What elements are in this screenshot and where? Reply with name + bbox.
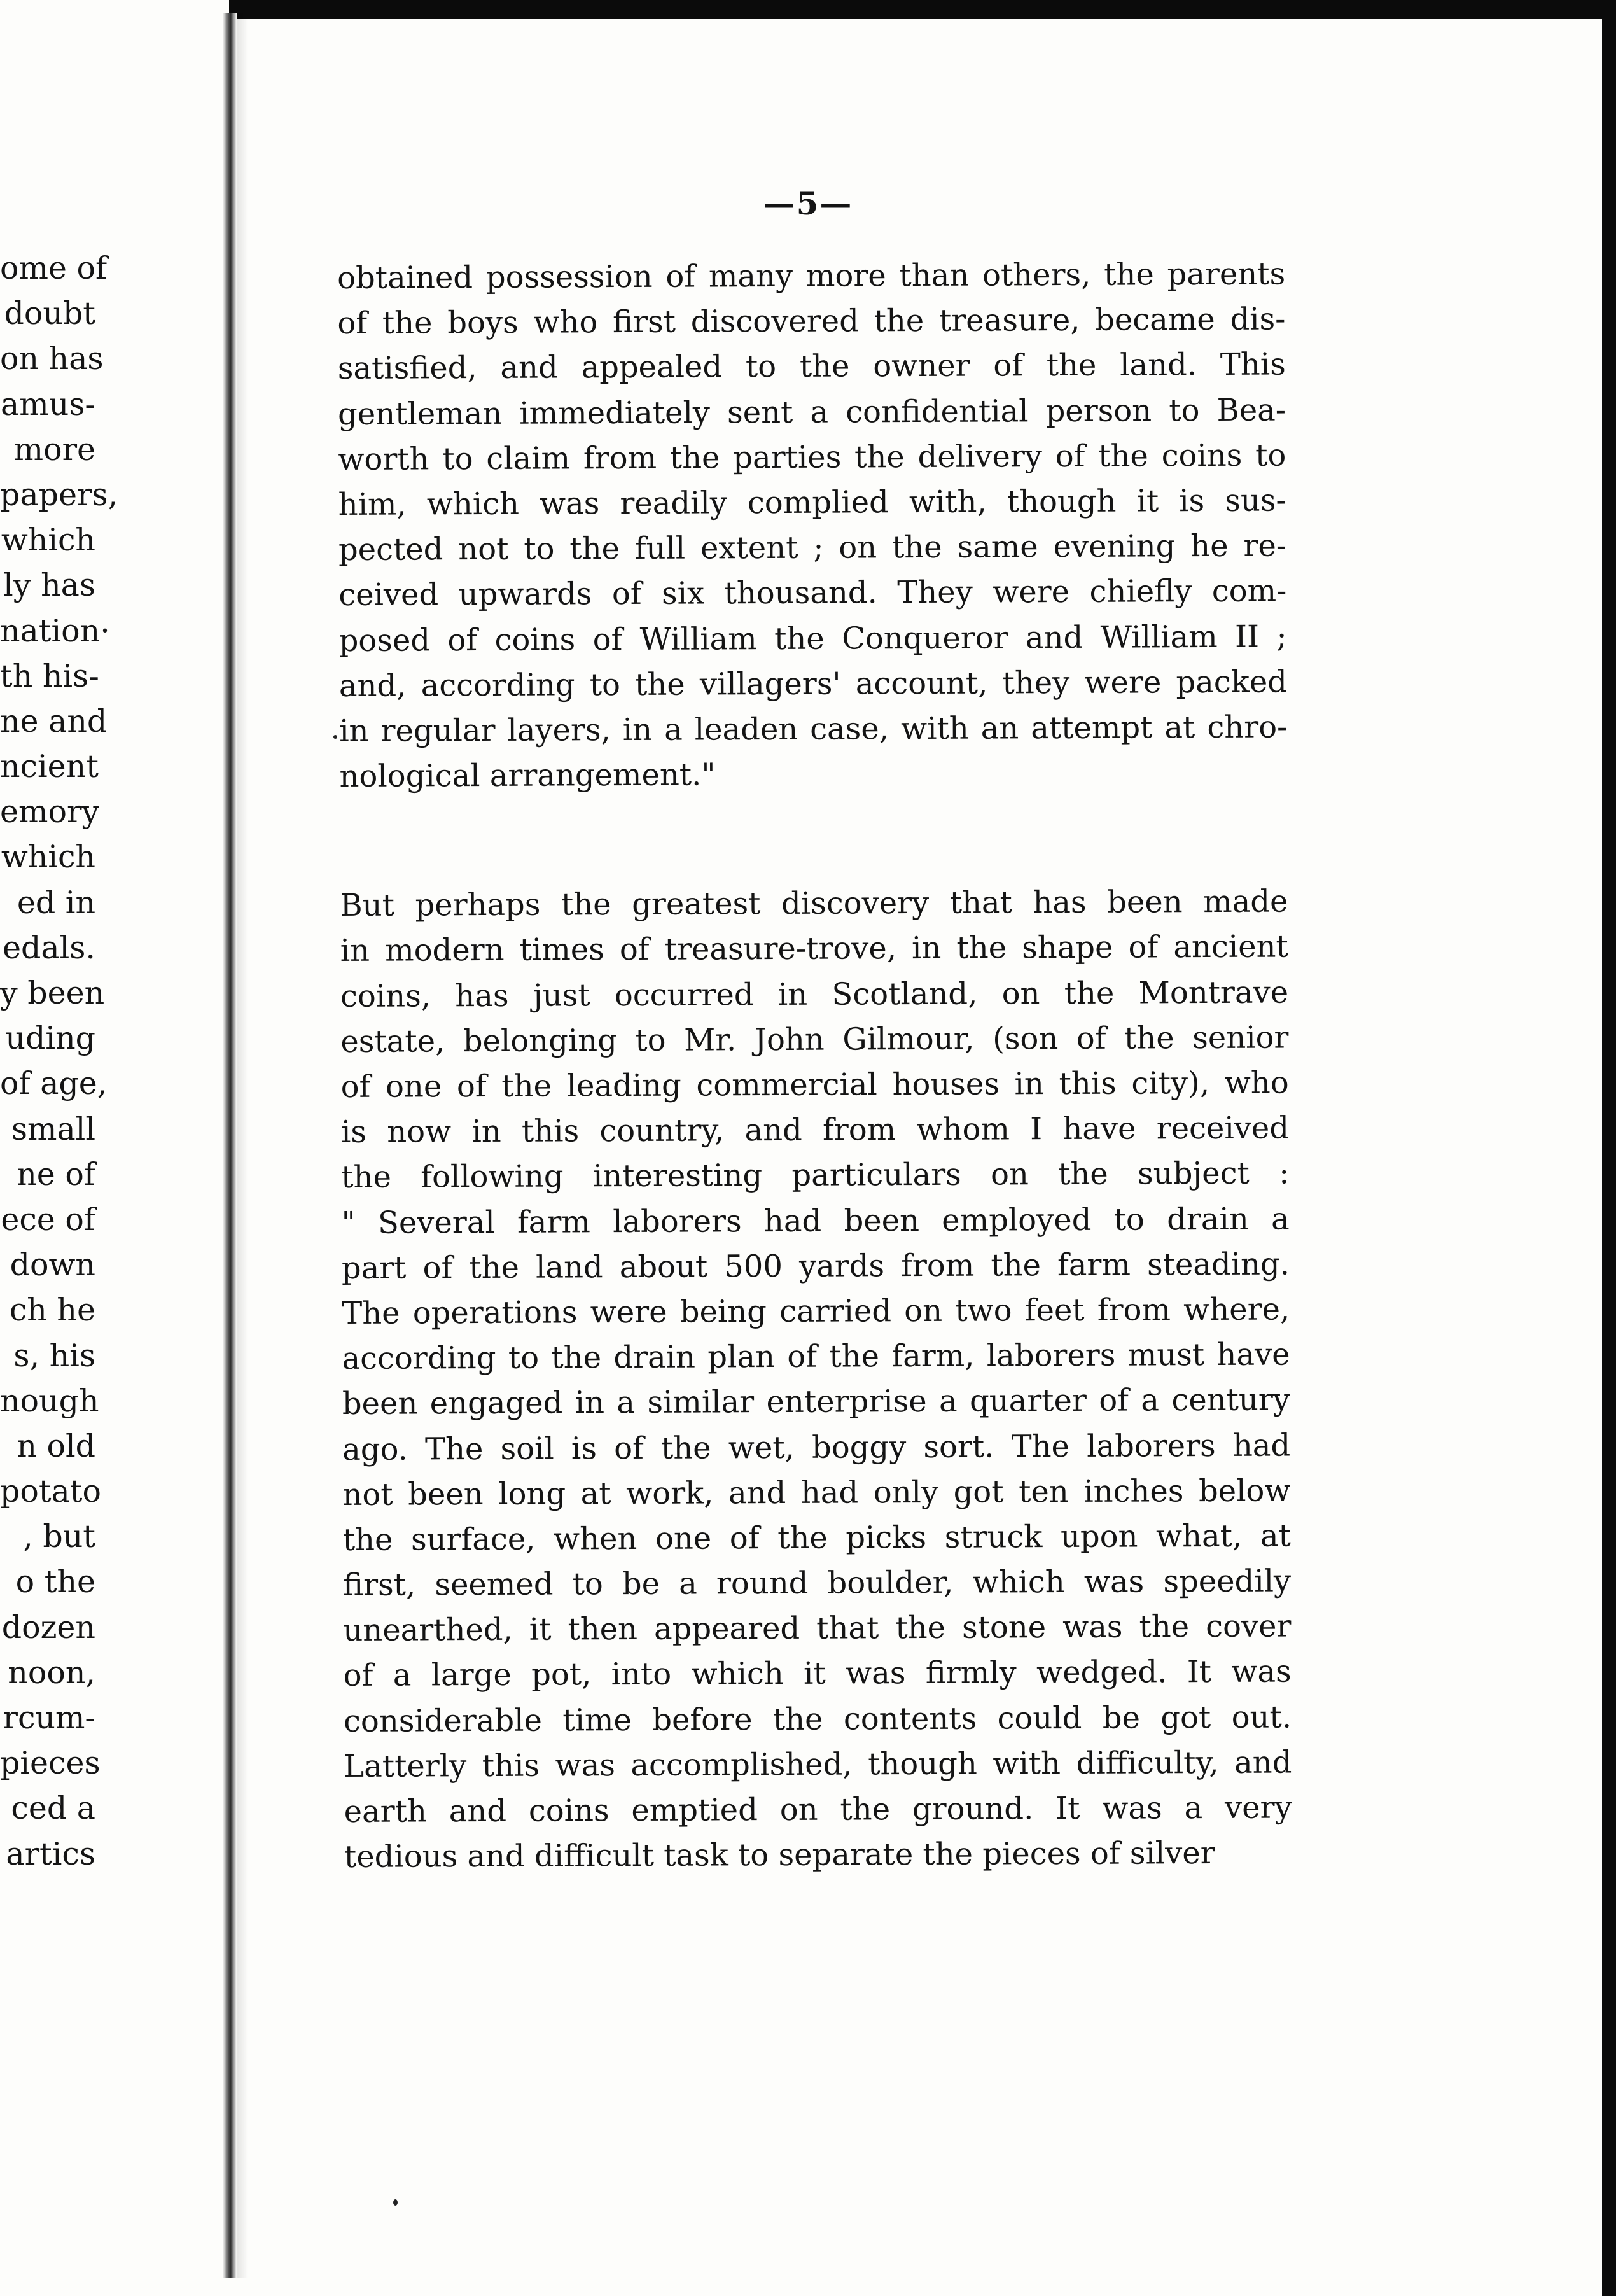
text-line: him, which was readily complied with, though it is sus- — [338, 482, 1286, 522]
text-line: posed of coins of William the Conqueror and William II ; — [338, 618, 1287, 659]
text-line: the following interesting particulars on the subject : — [341, 1155, 1290, 1196]
facing-page-line: artics — [6, 1835, 95, 1872]
text-line: pected not to the full extent ; on the same evening he re- — [338, 528, 1287, 568]
facing-page-line: which — [1, 839, 95, 876]
facing-page-line: th his- — [0, 657, 99, 694]
facing-page-line: s, his — [13, 1337, 95, 1374]
facing-page-line: dozen — [1, 1609, 95, 1646]
facing-page-line: emory — [0, 794, 100, 830]
facing-page-line: potato — [0, 1473, 101, 1510]
facing-page-line: of age, — [0, 1065, 108, 1102]
facing-page-line: y been — [0, 975, 105, 1011]
gutter-shadow — [237, 13, 248, 2278]
text-line: been engaged in a similar enterprise a quarter of a century — [342, 1382, 1290, 1422]
paragraph — [337, 251, 1288, 799]
text-line: The operations were being carried on two feet from where, — [342, 1291, 1290, 1331]
text-line: in regular layers, in a leaden case, with an attempt at chro- — [339, 709, 1288, 749]
facing-page-fragments — [0, 246, 118, 1877]
text-line: and, according to the villagers' account, they were packed — [338, 664, 1288, 704]
text-line: of a large pot, into which it was firmly wedged. It was — [343, 1653, 1292, 1694]
text-line: first, seemed to be a round boulder, which was speedily — [342, 1563, 1292, 1604]
text-line: " Several farm laborers had been employed to drain a — [341, 1201, 1290, 1241]
text-line: of the boys who first discovered the treasure, became dis- — [337, 301, 1286, 342]
text-line: Latterly this was accomplished, though with difficulty, and — [344, 1744, 1292, 1784]
scan-right-border — [1602, 0, 1616, 2296]
margin-speck — [333, 735, 337, 739]
text-line: obtained possession of many more than others, the parents — [337, 256, 1286, 296]
text-line: coins, has just occurred in Scotland, on the Montrave — [340, 974, 1289, 1014]
facing-page-line: down — [10, 1247, 95, 1284]
text-line: part of the land about 500 yards from the farm steading. — [341, 1246, 1290, 1286]
book-gutter — [223, 13, 237, 2278]
text-line: satisfied, and appealed to the owner of the land. This — [337, 346, 1286, 387]
text-line: considerable time before the contents could be got out. — [343, 1699, 1292, 1739]
facing-page-line: uding — [5, 1020, 95, 1057]
facing-page-line: ne and — [0, 703, 108, 739]
text-line: estate, belonging to Mr. John Gilmour, (son of the senior — [340, 1019, 1289, 1060]
facing-page-line: nation· — [0, 612, 110, 649]
facing-page-line: nough — [0, 1382, 99, 1419]
facing-page-line: small — [11, 1110, 95, 1147]
margin-speck — [393, 2199, 398, 2206]
facing-page-line: amus- — [1, 386, 95, 423]
facing-page-line: ch he — [9, 1292, 95, 1329]
scan-top-border — [229, 0, 1616, 19]
facing-page-line: , but — [23, 1518, 95, 1555]
text-line: in modern times of treasure-trove, in the shape of ancient — [340, 928, 1288, 969]
paragraph — [340, 879, 1292, 1880]
facing-page-line: noon, — [8, 1654, 95, 1691]
text-line: ago. The soil is of the wet, boggy sort. The laborers had — [342, 1427, 1291, 1467]
facing-page-line: papers, — [0, 476, 118, 513]
facing-page-line: pieces — [0, 1745, 101, 1782]
text-line: unearthed, it then appeared that the stone was the cover — [343, 1608, 1292, 1649]
text-line: gentleman immediately sent a confidential person to Bea- — [337, 392, 1286, 432]
facing-page-line: ly has — [3, 567, 95, 604]
facing-page-line: rcum- — [3, 1700, 95, 1736]
facing-page-line: which — [1, 522, 95, 559]
facing-page-line: edals. — [3, 929, 95, 966]
facing-page-line: doubt — [4, 295, 95, 332]
facing-page-line: on has — [0, 340, 104, 377]
facing-page-line: ome of — [0, 250, 108, 286]
text-line: But perhaps the greatest discovery that has been made — [340, 883, 1288, 924]
text-line: is now in this country, and from whom I have received — [340, 1110, 1290, 1151]
text-line: earth and coins emptied on the ground. It was a very — [344, 1789, 1292, 1830]
text-line: not been long at work, and had only got ten inches below — [342, 1473, 1291, 1513]
facing-page-line: ece of — [1, 1201, 95, 1238]
facing-page-line: ne of — [17, 1156, 95, 1193]
facing-page-line: o the — [15, 1564, 95, 1600]
facing-page-line: more — [13, 431, 95, 468]
text-line: worth to claim from the parties the delivery of the coins to — [338, 437, 1286, 477]
text-line: the surface, when one of the picks struck upon what, at — [342, 1518, 1291, 1558]
text-line: tedious and difficult task to separate the pieces of silver — [344, 1835, 1215, 1875]
facing-page-line: ncient — [0, 748, 99, 785]
facing-page-line: n old — [17, 1427, 95, 1464]
text-line: ceived upwards of six thousand. They were chiefly com- — [338, 573, 1287, 613]
facing-page-line: ced a — [11, 1790, 95, 1827]
text-line: according to the drain plan of the farm, laborers must have — [342, 1336, 1290, 1377]
facing-page-line: ed in — [17, 884, 95, 921]
page-number: —5— — [763, 185, 853, 222]
text-line: nological arrangement." — [339, 757, 716, 795]
body-text — [337, 251, 1292, 1880]
text-line: of one of the leading commercial houses in this city), who — [340, 1065, 1289, 1105]
